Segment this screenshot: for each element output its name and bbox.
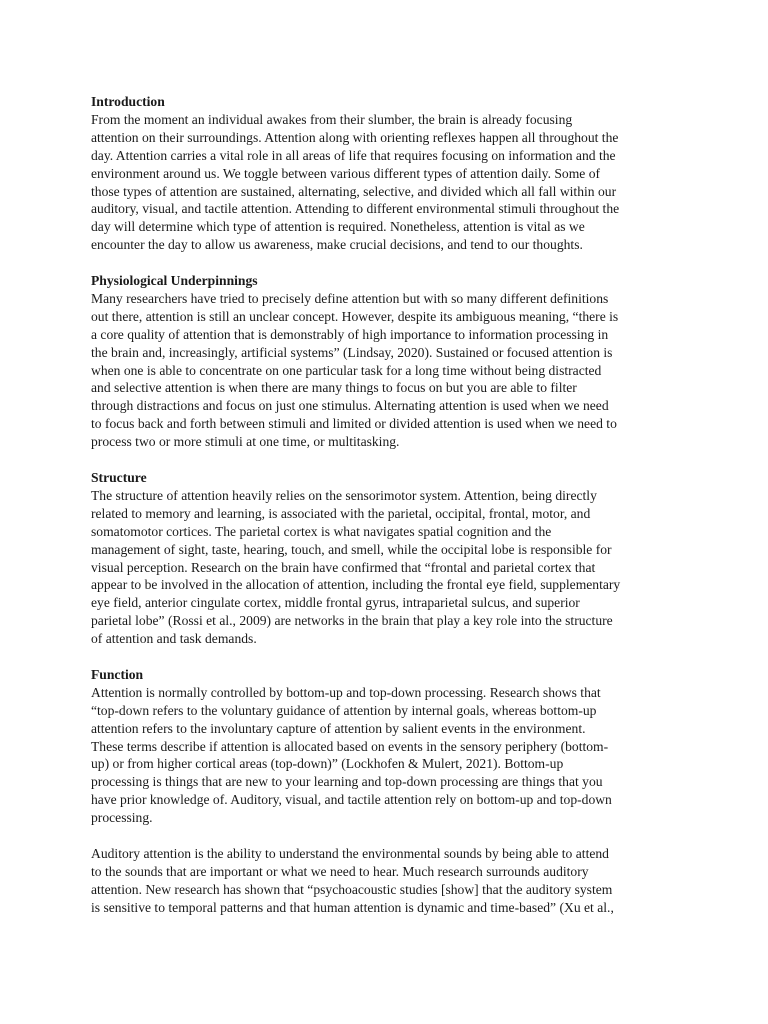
text-line: These terms describe if attention is allocated based on events in the sensory periphery (bottom-	[91, 738, 609, 754]
section-function	[91, 666, 676, 827]
section-structure	[91, 469, 676, 648]
text-line: Many researchers have tried to precisely define attention but with so many different definitions	[91, 290, 609, 306]
text-line: of attention and task demands.	[91, 631, 257, 647]
section-heading: Function	[91, 666, 144, 682]
text-line: management of sight, taste, hearing, touch, and smell, while the occipital lobe is responsible for	[91, 541, 612, 557]
text-line: processing is things that are new to your learning and top-down processing are things that you	[91, 774, 603, 790]
text-line: encounter the day to allow us awareness, make crucial decisions, and tend to our thoughts.	[91, 237, 583, 253]
text-line: related to memory and learning, is associated with the parietal, occipital, frontal, motor, and	[91, 505, 591, 521]
section-paragraph	[91, 290, 676, 451]
text-line: to focus back and forth between stimuli and limited or divided attention is used when we need to	[91, 416, 617, 432]
text-line: somatomotor cortices. The parietal cortex is what navigates spatial cognition and the	[91, 523, 552, 539]
text-line: Attention is normally controlled by bottom-up and top-down processing. Research shows that	[91, 684, 601, 700]
text-line: attention. New research has shown that “psychoacoustic studies [show] that the auditory system	[91, 881, 613, 897]
text-line: is sensitive to temporal patterns and that human attention is dynamic and time-based” (Xu et al.,	[91, 899, 614, 915]
text-line: The structure of attention heavily relies on the sensorimotor system. Attention, being directly	[91, 487, 597, 503]
text-line: to the sounds that are important or what we need to hear. Much research surrounds auditory	[91, 863, 589, 879]
text-line: up) or from higher cortical areas (top-down)” (Lockhofen & Mulert, 2021). Bottom-up	[91, 756, 564, 772]
text-line: Auditory attention is the ability to understand the environmental sounds by being able to attend	[91, 846, 609, 861]
section-heading: Structure	[91, 470, 147, 485]
text-line: parietal lobe” (Rossi et al., 2009) are networks in the brain that play a key role into the structure	[91, 613, 613, 629]
text-line: appear to be involved in the allocation of attention, including the frontal eye field, supplementary	[91, 577, 621, 593]
text-line: through distractions and focus on just one stimulus. Alternating attention is used when we need	[91, 398, 609, 414]
section-auditory-attention	[91, 845, 676, 917]
text-line: and selective attention is when there are many things to focus on but you are able to filter	[91, 380, 577, 396]
text-line: attention refers to the involuntary capture of attention by salient events in the environment.	[91, 720, 586, 736]
text-line: eye field, anterior cingulate cortex, middle frontal gyrus, intraparietal sulcus, and superior	[91, 595, 580, 611]
section-paragraph	[91, 111, 676, 254]
text-line: day will determine which type of attention is required. Nonetheless, attention is vital as we	[91, 219, 585, 235]
text-line: out there, attention is still an unclear concept. However, despite its ambiguous meaning, “there is	[91, 308, 619, 324]
text-line: when one is able to concentrate on one particular task for a long time without being distracted	[91, 362, 602, 378]
text-line: the brain and, increasingly, artificial systems” (Lindsay, 2020). Sustained or focused attention is	[91, 344, 613, 360]
text-line: “top-down refers to the voluntary guidance of attention by internal goals, whereas bottom-up	[91, 702, 597, 718]
text-line: processing.	[91, 810, 153, 826]
section-heading: Physiological Underpinnings	[91, 273, 258, 289]
section-paragraph	[91, 684, 676, 827]
text-line: environment around us. We toggle between various different types of attention daily. Some of	[91, 165, 601, 181]
section-heading: Introduction	[91, 94, 165, 109]
text-line: have prior knowledge of. Auditory, visual, and tactile attention rely on bottom-up and top-down	[91, 792, 612, 808]
text-line: attention on their surroundings. Attention along with orienting reflexes happen all throughout the	[91, 129, 619, 145]
text-line: day. Attention carries a vital role in all areas of life that requires focusing on information and the	[91, 147, 616, 163]
text-line: auditory, visual, and tactile attention. Attending to different environmental stimuli throughout the	[91, 201, 620, 217]
text-line: a core quality of attention that is demonstrably of high importance to information processing in	[91, 326, 609, 342]
section-paragraph	[91, 487, 676, 648]
document-page	[91, 93, 676, 935]
text-line: process two or more stimuli at one time, or multitasking.	[91, 434, 400, 450]
text-line: From the moment an individual awakes from their slumber, the brain is already focusing	[91, 111, 573, 127]
section-physiological-underpinnings	[91, 272, 676, 451]
text-line: those types of attention are sustained, alternating, selective, and divided which all fall within our	[91, 183, 617, 199]
section-paragraph	[91, 845, 676, 917]
section-introduction	[91, 93, 676, 254]
text-line: visual perception. Research on the brain have confirmed that “frontal and parietal cortex that	[91, 559, 596, 575]
